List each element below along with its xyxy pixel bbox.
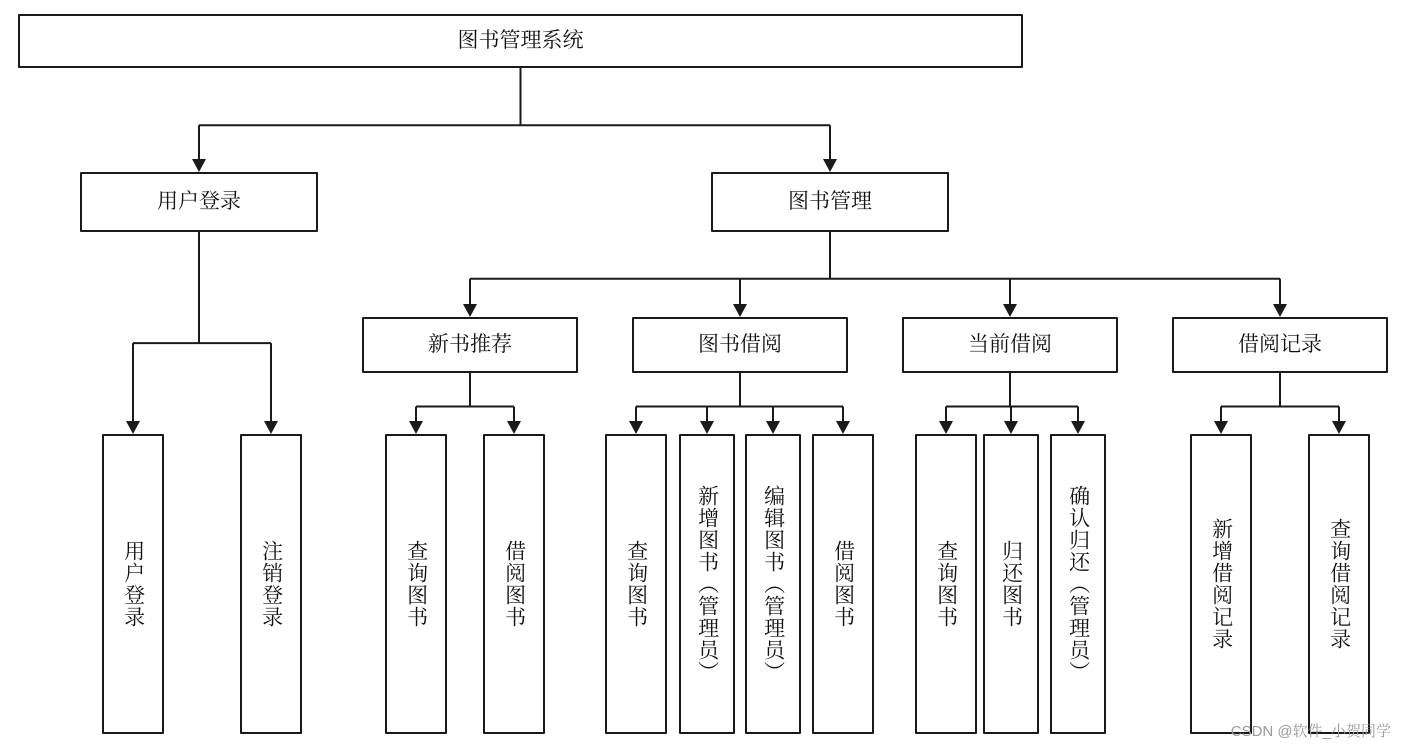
node-c3 bbox=[1050, 434, 1106, 734]
node-c1 bbox=[915, 434, 977, 734]
arrowhead-icon bbox=[836, 421, 850, 434]
node-r2 bbox=[1308, 434, 1370, 734]
arrowhead-icon bbox=[1004, 421, 1018, 434]
node-r1 bbox=[1190, 434, 1252, 734]
arrowhead-icon bbox=[409, 421, 423, 434]
arrowhead-icon bbox=[1071, 421, 1085, 434]
node-label: 当前借阅 bbox=[968, 332, 1052, 356]
arrowhead-icon bbox=[264, 421, 278, 434]
node-bookmgmt bbox=[711, 172, 949, 232]
node-n2 bbox=[483, 434, 545, 734]
node-label: 查询图书 bbox=[934, 540, 958, 628]
arrowhead-icon bbox=[192, 159, 206, 172]
node-b1 bbox=[605, 434, 667, 734]
node-label: 图书管理 bbox=[788, 189, 872, 213]
node-label: 查询借阅记录 bbox=[1327, 518, 1351, 650]
arrowhead-icon bbox=[1332, 421, 1346, 434]
node-records bbox=[1172, 317, 1388, 373]
watermark-text: CSDN @软件_小贺同学 bbox=[1230, 723, 1391, 740]
node-l2 bbox=[240, 434, 302, 734]
arrowhead-icon bbox=[507, 421, 521, 434]
node-n1 bbox=[385, 434, 447, 734]
arrowhead-icon bbox=[463, 304, 477, 317]
node-label: 查询图书 bbox=[624, 540, 648, 628]
node-label: 注销登录 bbox=[259, 540, 283, 628]
node-label: 确认归还（管理员） bbox=[1066, 485, 1090, 683]
node-label: 用户登录 bbox=[121, 540, 145, 628]
node-label: 图书借阅 bbox=[698, 332, 782, 356]
arrowhead-icon bbox=[126, 421, 140, 434]
node-label: 新增借阅记录 bbox=[1209, 518, 1233, 650]
arrowhead-icon bbox=[700, 421, 714, 434]
node-b3 bbox=[745, 434, 801, 734]
node-label: 新书推荐 bbox=[428, 332, 512, 356]
arrowhead-icon bbox=[766, 421, 780, 434]
node-c2 bbox=[983, 434, 1039, 734]
arrowhead-icon bbox=[823, 159, 837, 172]
node-label: 编辑图书（管理员） bbox=[761, 485, 785, 683]
node-login bbox=[80, 172, 318, 232]
node-label: 用户登录 bbox=[157, 189, 241, 213]
node-b2 bbox=[679, 434, 735, 734]
node-b4 bbox=[812, 434, 874, 734]
arrowhead-icon bbox=[629, 421, 643, 434]
arrowhead-icon bbox=[1003, 304, 1017, 317]
arrowhead-icon bbox=[1273, 304, 1287, 317]
node-root bbox=[18, 14, 1023, 68]
node-label: 查询图书 bbox=[404, 540, 428, 628]
node-current bbox=[902, 317, 1118, 373]
node-l1 bbox=[102, 434, 164, 734]
node-borrow bbox=[632, 317, 848, 373]
node-newbook bbox=[362, 317, 578, 373]
node-label: 图书管理系统 bbox=[457, 28, 584, 52]
node-label: 借阅图书 bbox=[502, 540, 526, 628]
arrowhead-icon bbox=[939, 421, 953, 434]
node-label: 借阅记录 bbox=[1238, 332, 1322, 356]
arrowhead-icon bbox=[733, 304, 747, 317]
arrowhead-icon bbox=[1214, 421, 1228, 434]
node-label: 新增图书（管理员） bbox=[695, 485, 719, 683]
node-label: 借阅图书 bbox=[831, 540, 855, 628]
node-label: 归还图书 bbox=[999, 540, 1023, 628]
